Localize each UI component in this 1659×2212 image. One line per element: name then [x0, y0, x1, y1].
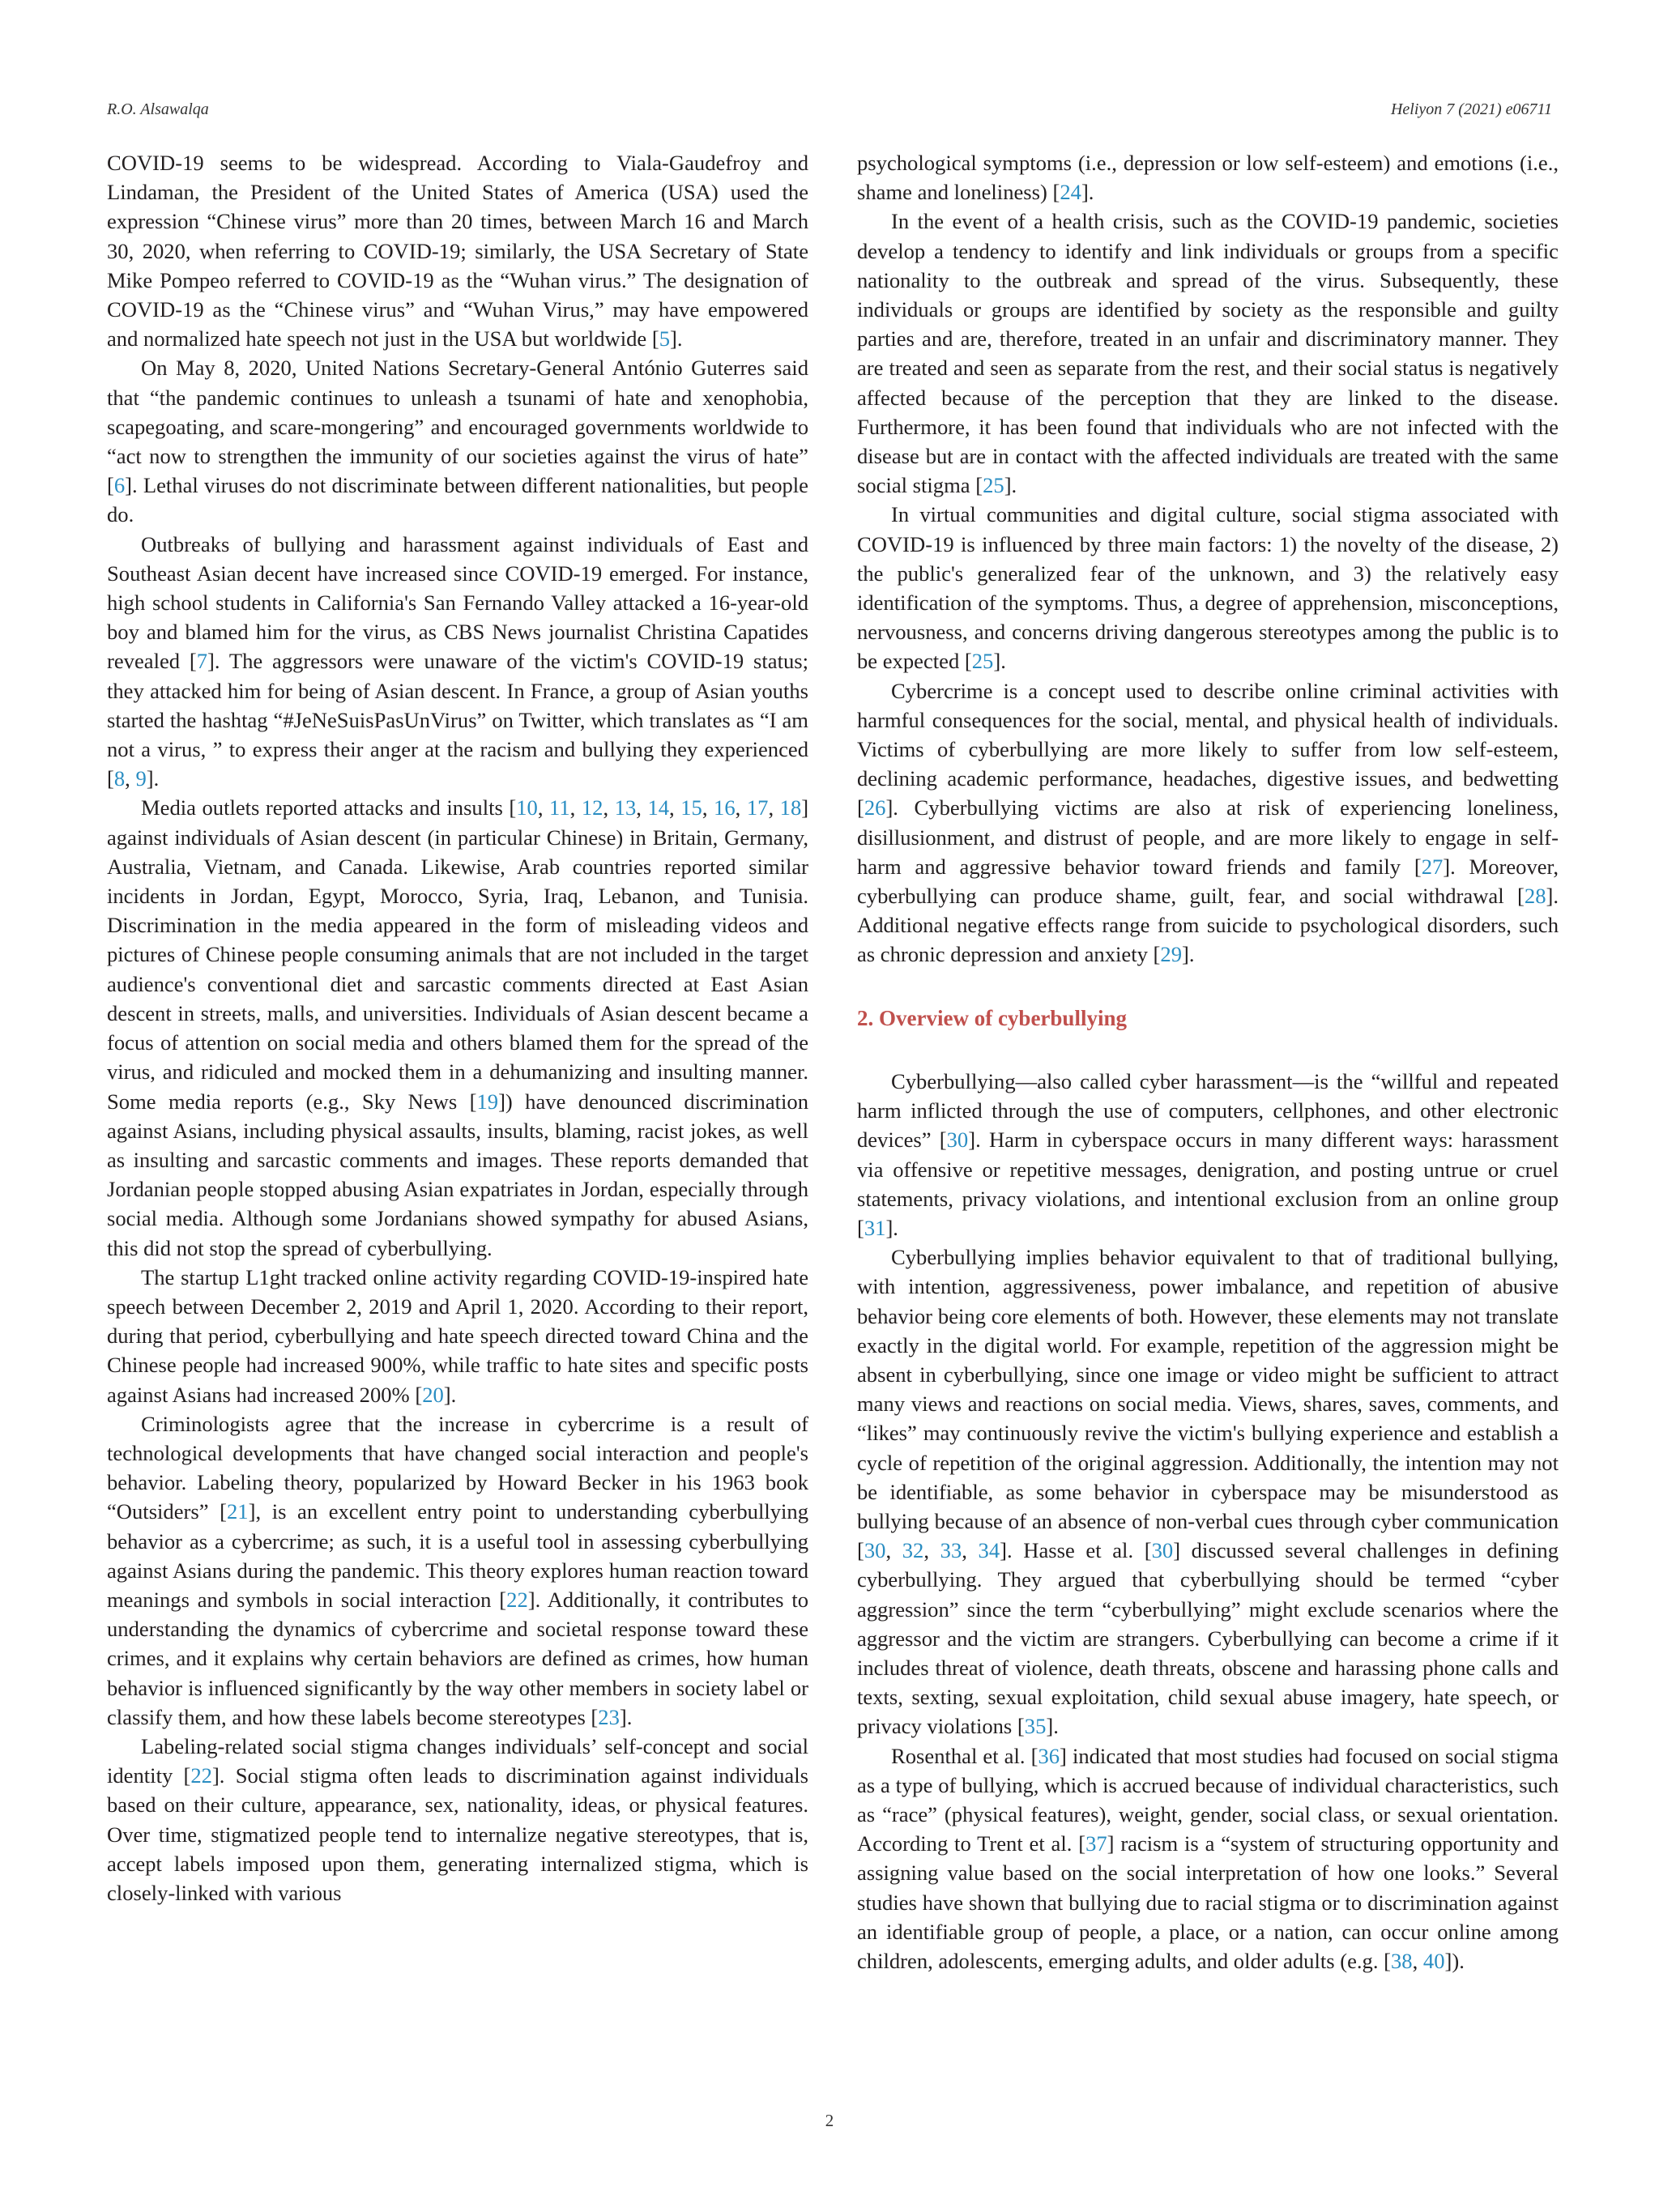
right-text-column	[857, 148, 1559, 1975]
body-paragraph	[107, 148, 808, 353]
citation-link[interactable]: 30	[1151, 1538, 1174, 1563]
citation-link[interactable]: 15	[680, 795, 702, 820]
paragraph-text: ,	[768, 795, 780, 820]
paragraph-text: Rosenthal et al. [	[891, 1743, 1038, 1768]
paragraph-text: ]. Lethal viruses do not discriminate between different nationalities, but people do.	[107, 473, 808, 527]
paragraph-text: ].	[1046, 1714, 1059, 1739]
body-paragraph	[107, 353, 808, 529]
paragraph-text: Cyberbullying implies behavior equivalent to that of traditional bullying, with intention, aggressiveness, power imbalance, and repetition of abusive behavior being core elements of both. However, these elements may not translate exactly in the digital world. For example, repetition of the aggression might be absent in cyberbullying, since one image or video might be sufficient to attract many views and reactions on social media. Views, shares, saves, comments, and “likes” may continuously revive the victim's bullying experience and establish a cycle of repetition of the original aggression. Additionally, the intention may not be identifiable, as some behavior in cyberspace may be misunderstood as bullying because of an absence of non-verbal cues through cyber communication [	[857, 1245, 1559, 1563]
paragraph-text: ]. Additional negative effects range from suicide to psychological disorders, such as chronic depression and anxiety [	[857, 884, 1559, 967]
paragraph-text: ]. Harm in cyberspace occurs in many different ways: harassment via offensive or repetitive messages, denigration, and posting untrue or cruel statements, privacy violations, and intentional exclusion from an online group [	[857, 1127, 1559, 1240]
paragraph-text: ]. Additionally, it contributes to understanding the dynamics of cybercrime and societal response toward these crimes, and it explains why certain behaviors are defined as crimes, how human behavior is influenced significantly by the way other members in society label or classify them, and how these labels become stereotypes [	[107, 1587, 809, 1729]
citation-link[interactable]: 11	[549, 795, 570, 820]
citation-link[interactable]: 21	[227, 1499, 249, 1524]
citation-link[interactable]: 25	[971, 649, 994, 674]
paragraph-text: ] against individuals of Asian descent (in particular Chinese) in Britain, Germany, Australia, Vietnam, and Canada. Likewise, Arab countries reported similar incidents in Jordan, Egypt, Morocco, Syria, Iraq, Lebanon, and Tunisia. Discrimination in the media appeared in the form of misleading videos and pictures of Chinese people consuming animals that are not included in the target audience's conventional diet and sarcastic comments directed at East Asian descent in streets, malls, and universities. Individuals of Asian descent became a focus of attention on social media and others blamed them for the spread of the virus, and ridiculed and mocked them in a dehumanizing and insulting manner. Some media reports (e.g., Sky News [	[107, 795, 809, 1114]
paragraph-text: ] discussed several challenges in defining cyberbullying. They argued that cyberbullying should be termed “cyber aggression” since the term “cyberbullying” might exclude scenarios where the aggressor and the victim are strangers. Cyberbullying can become a crime if it includes threat of violence, death threats, obscene and harassing phone calls and texts, sexting, sexual exploitation, child sexual abuse imagery, hate speech, or privacy violations [	[857, 1538, 1559, 1739]
paragraph-text: ].	[443, 1382, 457, 1407]
paragraph-text: ].	[885, 1215, 898, 1240]
citation-link[interactable]: 6	[113, 473, 126, 498]
page-number: 2	[825, 2111, 834, 2130]
paragraph-text: ,	[885, 1538, 902, 1563]
paragraph-text: ]. Cyberbullying victims are also at risk of experiencing loneliness, disillusionment, and distrust of people, and are more likely to engage in self-harm and aggressive behavior toward friends and family [	[857, 795, 1559, 879]
paragraph-text: ]) have denounced discrimination against Asians, including physical assaults, insults, blaming, racist jokes, as well as insulting and sarcastic comments and images. These reports demanded that Jordanian people stopped abusing Asian expatriates in Jordan, especially through social media. Although some Jordanians showed sympathy for abused Asians, this did not stop the spread of cyberbullying.	[107, 1089, 808, 1260]
paragraph-text: ] indicated that most studies had focused on social stigma as a type of bullying, which is accrued because of individual characteristics, such as “race” (physical features), weight, gender, social class, or sexual orientation. According to Trent et al. [	[857, 1743, 1559, 1856]
citation-link[interactable]: 14	[647, 795, 670, 820]
paragraph-text: ]. The aggressors were unaware of the victim's COVID-19 status; they attacked him for being of Asian descent. In France, a group of Asian youths started the hashtag “#JeNeSuisPasUnVirus” on Twitter, which translates as “I am not a virus, ” to express their anger at the racism and bullying they experienced [	[107, 649, 808, 791]
citation-link[interactable]: 26	[864, 795, 886, 820]
body-paragraph	[107, 1263, 808, 1409]
body-paragraph	[857, 1741, 1559, 1976]
citation-link[interactable]: 27	[1421, 854, 1444, 879]
paragraph-text: ,	[569, 795, 582, 820]
section-heading-text: 2. Overview of cyberbullying	[857, 1005, 1127, 1030]
paragraph-text: ].	[993, 649, 1006, 674]
citation-link[interactable]: 31	[864, 1215, 886, 1240]
citation-link[interactable]: 35	[1024, 1714, 1047, 1739]
citation-link[interactable]: 25	[983, 473, 1004, 498]
paragraph-text: On May 8, 2020, United Nations Secretary-General António Guterres said that “the pandemic continues to unleash a tsunami of hate and xenophobia, scapegoating, and scare-mongering” and encouraged governments worldwide to “act now to strengthen the immunity of our societies against the virus of hate” [	[107, 356, 808, 498]
body-paragraph	[107, 793, 808, 1262]
paragraph-text: ]. Moreover, cyberbullying can produce shame, guilt, fear, and social withdrawal [	[857, 854, 1559, 909]
citation-link[interactable]: 19	[476, 1089, 499, 1114]
paragraph-text: ], is an excellent entry point to understanding cyberbullying behavior as a cybercrime; as such, it is a useful tool in assessing cyberbullying against Asians during the pandemic. This theory explores human reaction toward meanings and symbols in social interaction [	[107, 1499, 809, 1612]
citation-link[interactable]: 23	[598, 1704, 620, 1729]
citation-link[interactable]: 7	[196, 649, 208, 674]
paragraph-text: Cyberbullying—also called cyber harassment—is the “willful and repeated harm inflicted through the use of computers, cellphones, and other electronic devices” [	[857, 1068, 1559, 1153]
running-header-author: R.O. Alsawalqa	[107, 100, 209, 118]
citation-link[interactable]: 5	[659, 326, 670, 352]
running-header-journal: Heliyon 7 (2021) e06711	[1390, 100, 1552, 118]
citation-link[interactable]: 32	[902, 1538, 924, 1563]
paragraph-text: ,	[962, 1538, 979, 1563]
section-heading	[857, 1004, 1559, 1033]
paragraph-text: psychological symptoms (i.e., depression or low self-esteem) and emotions (i.e., shame and loneliness) [	[857, 151, 1559, 205]
citation-link[interactable]: 37	[1085, 1831, 1107, 1856]
citation-link[interactable]: 29	[1160, 942, 1182, 967]
paragraph-text: ].	[1182, 942, 1195, 967]
paragraph-text: ].	[669, 326, 683, 352]
paragraph-text: ].	[1004, 473, 1017, 498]
body-paragraph	[857, 1242, 1559, 1741]
body-paragraph	[107, 530, 808, 794]
paragraph-text: ,	[702, 795, 714, 820]
citation-link[interactable]: 30	[946, 1127, 969, 1153]
citation-link[interactable]: 20	[422, 1382, 444, 1407]
paragraph-text: ,	[636, 795, 648, 820]
paragraph-text: Outbreaks of bullying and harassment against individuals of East and Southeast Asian decent have increased since COVID-19 emerged. For instance, high school students in California's San Fernando Valley attacked a 16-year-old boy and blamed him for the virus, as CBS News journalist Christina Capatides revealed [	[107, 531, 808, 674]
citation-link[interactable]: 30	[864, 1538, 886, 1563]
paragraph-text: Labeling-related social stigma changes individuals’ self-concept and social identity [	[107, 1733, 808, 1788]
paragraph-text: ] racism is a “system of structuring opportunity and assigning value based on the social interpretation of how one looks.” Several studies have shown that bullying due to racial stigma or to discrimination against an identifiable group of people, a place, or a nation, can occur online among children, adolescents, emerging adults, and older adults (e.g. [	[857, 1831, 1559, 1973]
paragraph-text: ]).	[1444, 1948, 1465, 1973]
citation-link[interactable]: 28	[1524, 884, 1546, 909]
paragraph-text: ,	[923, 1538, 940, 1563]
paragraph-text: ,	[735, 795, 747, 820]
citation-link[interactable]: 22	[190, 1763, 212, 1788]
citation-link[interactable]: 10	[516, 795, 538, 820]
citation-link[interactable]: 8	[113, 766, 126, 791]
paragraph-text: In virtual communities and digital culture, social stigma associated with COVID-19 is influenced by three main factors: 1) the novelty of the disease, 2) the public's generalized fear of the unknown, and 3) the relatively easy identification of the symptoms. Thus, a degree of apprehension, misconceptions, nervousness, and concerns driving dangerous stereotypes among the public is to be expected [	[857, 502, 1559, 674]
paragraph-text: Cybercrime is a concept used to describe online criminal activities with harmful consequences for the social, mental, and physical health of individuals. Victims of cyberbullying are more likely to suffer from low self-esteem, declining academic performance, headaches, digestive issues, and bedwetting [	[857, 678, 1559, 820]
left-text-column	[107, 148, 808, 1907]
paragraph-text: ].	[1081, 180, 1094, 205]
citation-link[interactable]: 34	[978, 1538, 1000, 1563]
paragraph-text: ]. Hasse et al. [	[1000, 1538, 1152, 1563]
citation-link[interactable]: 22	[506, 1587, 528, 1612]
body-paragraph	[107, 1409, 808, 1732]
citation-link[interactable]: 36	[1038, 1743, 1060, 1768]
body-paragraph	[857, 148, 1559, 207]
citation-link[interactable]: 24	[1060, 180, 1081, 205]
citation-link[interactable]: 13	[614, 795, 637, 820]
body-paragraph	[857, 500, 1559, 676]
paragraph-text: ,	[125, 766, 136, 791]
citation-link[interactable]: 17	[746, 795, 769, 820]
paragraph-text: ,	[669, 795, 681, 820]
citation-link[interactable]: 33	[940, 1538, 962, 1563]
body-paragraph	[107, 1732, 808, 1907]
paragraph-text: ].	[619, 1704, 633, 1729]
paragraph-text: In the event of a health crisis, such as the COVID-19 pandemic, societies develop a tendency to identify and link individuals or groups from a specific nationality to the outbreak and spread of the virus. Subsequently, these individuals or groups are identified by society as the responsible and guilty parties and are, therefore, treated in an unfair and discriminatory manner. They are treated and seen as separate from the rest, and their social status is negatively affected because of the perception that they are linked to the disease. Furthermore, it has been found that individuals who are not infected with the disease but are in contact with the affected individuals are treated with the same social stigma [	[857, 209, 1559, 498]
body-paragraph	[857, 676, 1559, 970]
body-paragraph	[857, 207, 1559, 500]
paragraph-text: ]. Social stigma often leads to discrimination against individuals based on their culture, appearance, sex, nationality, ideas, or physical features. Over time, stigmatized people tend to internalize negative stereotypes, that is, accept labels imposed upon them, generating internalized stigma, which is closely-linked with various	[107, 1763, 808, 1905]
citation-link[interactable]: 38	[1391, 1948, 1413, 1973]
paragraph-text: ,	[537, 795, 550, 820]
paragraph-text: ,	[603, 795, 615, 820]
body-paragraph	[857, 1067, 1559, 1242]
paragraph-text: ,	[1412, 1948, 1423, 1973]
paragraph-text: Criminologists agree that the increase in cybercrime is a result of technological developments that have changed social interaction and people's behavior. Labeling theory, popularized by Howard Becker in his 1963 book “Outsiders” [	[107, 1411, 808, 1524]
citation-link[interactable]: 40	[1422, 1948, 1445, 1973]
paragraph-text: The startup L1ght tracked online activity regarding COVID-19-inspired hate speech between December 2, 2019 and April 1, 2020. According to their report, during that period, cyberbullying and hate speech directed toward China and the Chinese people had increased 900%, while traffic to hate sites and specific posts against Asians had increased 200% [	[107, 1264, 808, 1407]
paragraph-text: COVID-19 seems to be widespread. According to Viala-Gaudefroy and Lindaman, the President of the United States of America (USA) used the expression “Chinese virus” more than 20 times, between March 16 and March 30, 2020, when referring to COVID-19; similarly, the USA Secretary of State Mike Pompeo referred to COVID-19 as the “Wuhan virus.” The designation of COVID-19 as the “Chinese virus” and “Wuhan Virus,” may have empowered and normalized hate speech not just in the USA but worldwide [	[107, 151, 808, 352]
citation-link[interactable]: 12	[581, 795, 603, 820]
citation-link[interactable]: 16	[714, 795, 736, 820]
paragraph-text: ].	[146, 766, 160, 791]
paragraph-text: Media outlets reported attacks and insults [	[141, 795, 517, 820]
citation-link[interactable]: 18	[779, 795, 802, 820]
citation-link[interactable]: 9	[135, 766, 147, 791]
